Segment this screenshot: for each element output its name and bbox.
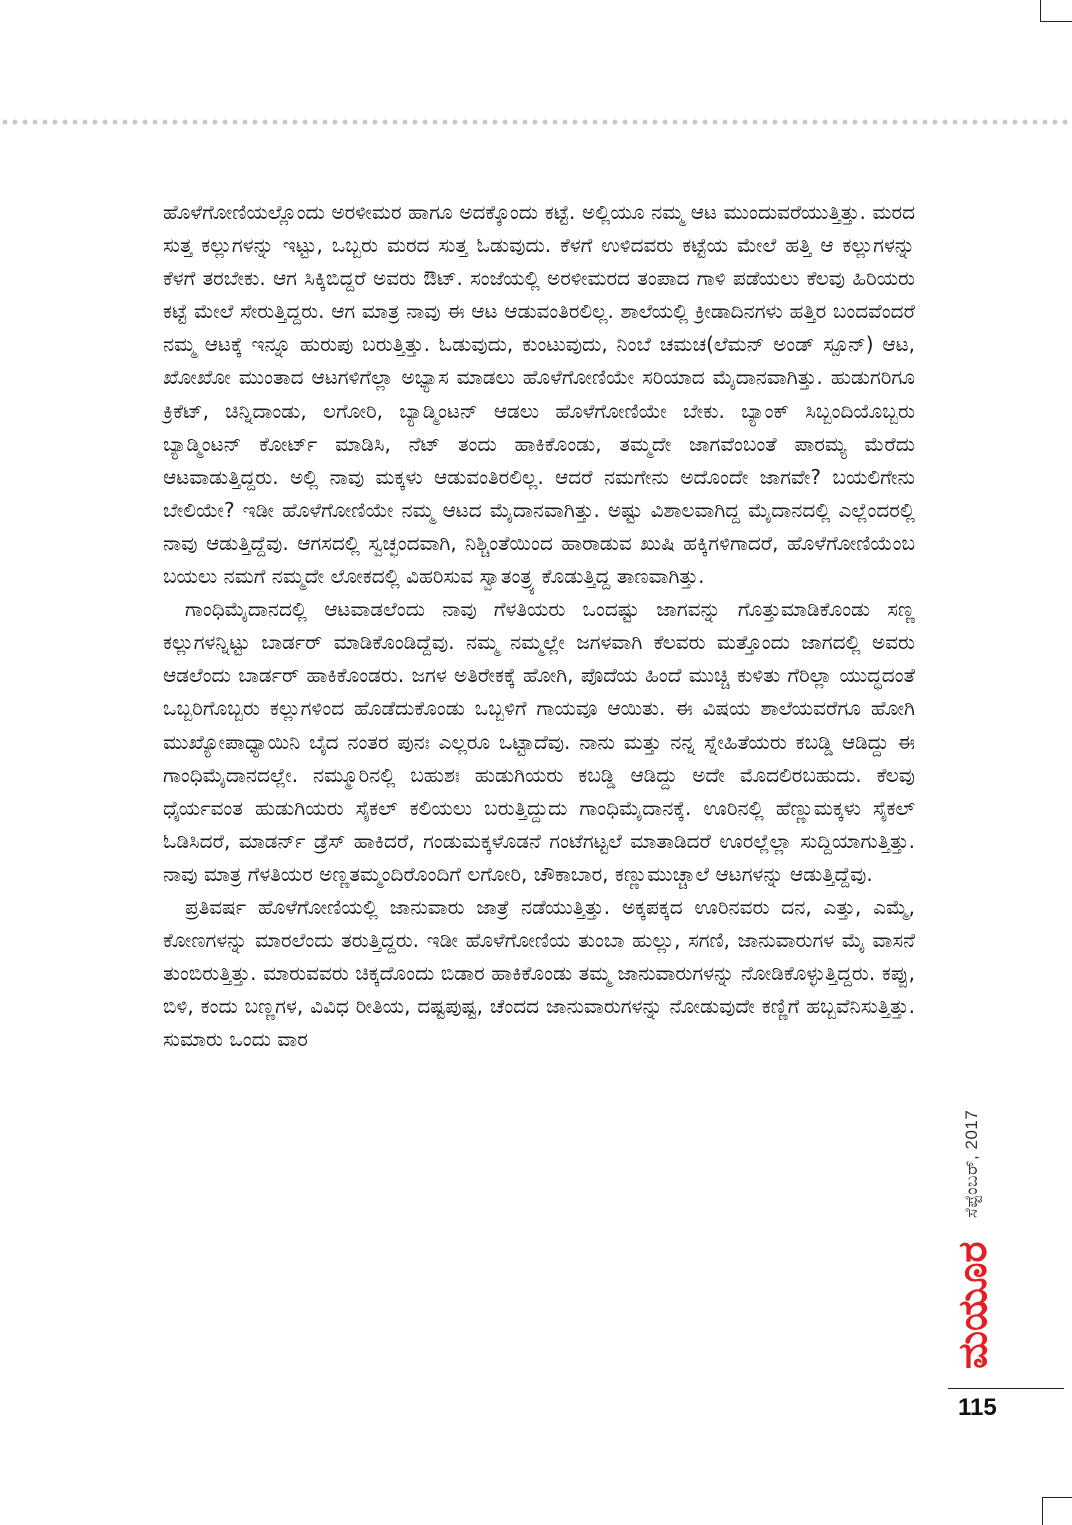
article-body xyxy=(163,196,915,1056)
page-number: 115 xyxy=(958,1394,997,1421)
crop-mark-top xyxy=(1040,0,1072,22)
folio-divider xyxy=(948,1388,1064,1389)
issue-date: ಸೆಪ್ಟೆಂಬರ್, 2017 xyxy=(962,1109,981,1218)
crop-mark-bottom xyxy=(1042,1497,1072,1525)
dotted-separator xyxy=(0,118,1072,126)
magazine-logo: ಮಯೂರ xyxy=(950,1241,996,1369)
paragraph-2: ಗಾಂಧಿಮೈದಾನದಲ್ಲಿ ಆಟವಾಡಲೆಂದು ನಾವು ಗೆಳತಿಯರು ಒಂದಷ್ಟು ಜಾಗವನ್ನು ಗೊತ್ತುಮಾಡಿಕೊಂಡು ಸಣ್ಣ ಕಲ್ಲುಗಳನ್ನಿಟ್ಟು ಬಾರ್ಡರ್ ಮಾಡಿಕೊಂಡಿದ್ದೆವು. ನಮ್ಮ ನಮ್ಮಲ್ಲೇ ಜಗಳವಾಗಿ ಕೆಲವರು ಮತ್ತೊಂದು ಜಾಗದಲ್ಲಿ ಅವರು ಆಡಲೆಂದು ಬಾರ್ಡರ್ ಹಾಕಿಕೊಂಡರು. ಜಗಳ ಅತಿರೇಕಕ್ಕೆ ಹೋಗಿ, ಪೊದೆಯ ಹಿಂದೆ ಮುಚ್ಚಿ ಕುಳಿತು ಗೆರಿಲ್ಲಾ ಯುದ್ಧದಂತೆ ಒಬ್ಬರಿಗೊಬ್ಬರು ಕಲ್ಲುಗಳಿಂದ ಹೊಡೆದುಕೊಂಡು ಒಬ್ಬಳಿಗೆ ಗಾಯವೂ ಆಯಿತು. ಈ ವಿಷಯ ಶಾಲೆಯವರೆಗೂ ಹೋಗಿ ಮುಖ್ಯೋಪಾಧ್ಯಾಯಿನಿ ಬೈದ ನಂತರ ಪುನಃ ಎಲ್ಲರೂ ಒಟ್ಟಾದೆವು. ನಾನು ಮತ್ತು ನನ್ನ ಸ್ನೇಹಿತೆಯರು ಕಬಡ್ಡಿ ಆಡಿದ್ದು ಈ ಗಾಂಧಿಮೈದಾನದಲ್ಲೇ. ನಮ್ಮೂರಿನಲ್ಲಿ ಬಹುಶಃ ಹುಡುಗಿಯರು ಕಬಡ್ಡಿ ಆಡಿದ್ದು ಅದೇ ಮೊದಲಿರಬಹುದು. ಕೆಲವು ಧೈರ್ಯವಂತ ಹುಡುಗಿಯರು ಸೈಕಲ್ ಕಲಿಯಲು ಬರುತ್ತಿದ್ದುದು ಗಾಂಧಿಮೈದಾನಕ್ಕೆ. ಊರಿನಲ್ಲಿ ಹೆಣ್ಣುಮಕ್ಕಳು ಸೈಕಲ್ ಓಡಿಸಿದರೆ, ಮಾಡರ್ನ್ ಡ್ರೆಸ್ ಹಾಕಿದರೆ, ಗಂಡುಮಕ್ಕಳೊಡನೆ ಗಂಟೆಗಟ್ಟಲೆ ಮಾತಾಡಿದರೆ ಊರಲ್ಲೆಲ್ಲಾ ಸುದ್ದಿಯಾಗುತ್ತಿತ್ತು. ನಾವು ಮಾತ್ರ ಗೆಳತಿಯರ ಅಣ್ಣತಮ್ಮಂದಿರೊಂದಿಗೆ ಲಗೋರಿ, ಚೌಕಾಬಾರ, ಕಣ್ಣುಮುಚ್ಚಾಲೆ ಆಟಗಳನ್ನು ಆಡುತ್ತಿದ್ದೆವು. xyxy=(163,597,915,886)
paragraph-1: ಹೊಳೆಗೋಣಿಯಲ್ಲೊಂದು ಅರಳೀಮರ ಹಾಗೂ ಅದಕ್ಕೊಂದು ಕಟ್ಟೆ. ಅಲ್ಲಿಯೂ ನಮ್ಮ ಆಟ ಮುಂದುವರೆಯುತ್ತಿತ್ತು. ಮರದ ಸುತ್ತ ಕಲ್ಲುಗಳನ್ನು ಇಟ್ಟು, ಒಬ್ಬರು ಮರದ ಸುತ್ತ ಓಡುವುದು. ಕೆಳಗೆ ಉಳಿದವರು ಕಟ್ಟೆಯ ಮೇಲೆ ಹತ್ತಿ ಆ ಕಲ್ಲುಗಳನ್ನು ಕೆಳಗೆ ತರಬೇಕು. ಆಗ ಸಿಕ್ಕಿಬಿದ್ದರೆ ಅವರು ಔಟ್. ಸಂಜೆಯಲ್ಲಿ ಅರಳೀಮರದ ತಂಪಾದ ಗಾಳಿ ಪಡೆಯಲು ಕೆಲವು ಹಿರಿಯರು ಕಟ್ಟೆ ಮೇಲೆ ಸೇರುತ್ತಿದ್ದರು. ಆಗ ಮಾತ್ರ ನಾವು ಈ ಆಟ ಆಡುವಂತಿರಲಿಲ್ಲ. ಶಾಲೆಯಲ್ಲಿ ಕ್ರೀಡಾದಿನಗಳು ಹತ್ತಿರ ಬಂದವೆಂದರೆ ನಮ್ಮ ಆಟಕ್ಕೆ ಇನ್ನೂ ಹುರುಪು ಬರುತ್ತಿತ್ತು. ಓಡುವುದು, ಕುಂಟುವುದು, ನಿಂಬೆ ಚಮಚ(ಲೆಮನ್ ಅಂಡ್ ಸ್ಪೂನ್) ಆಟ, ಖೋಖೋ ಮುಂತಾದ ಆಟಗಳಿಗೆಲ್ಲಾ ಅಭ್ಯಾಸ ಮಾಡಲು ಹೊಳೆಗೋಣಿಯೇ ಸರಿಯಾದ ಮೈದಾನವಾಗಿತ್ತು. ಹುಡುಗರಿಗೂ ಕ್ರಿಕೆಟ್, ಚಿನ್ನಿದಾಂಡು, ಲಗೋರಿ, ಬ್ಯಾಡ್ಮಿಂಟನ್ ಆಡಲು ಹೊಳೆಗೋಣಿಯೇ ಬೇಕು. ಬ್ಯಾಂಕ್ ಸಿಬ್ಬಂದಿಯೊಬ್ಬರು ಬ್ಯಾಡ್ಮಿಂಟನ್ ಕೋರ್ಟ್ ಮಾಡಿಸಿ, ನೆಟ್ ತಂದು ಹಾಕಿಕೊಂಡು, ತಮ್ಮದೇ ಜಾಗವೆಂಬಂತೆ ಪಾರಮ್ಯ ಮೆರೆದು ಆಟವಾಡುತ್ತಿದ್ದರು. ಅಲ್ಲಿ ನಾವು ಮಕ್ಕಳು ಆಡುವಂತಿರಲಿಲ್ಲ. ಆದರೆ ನಮಗೇನು ಅದೊಂದೇ ಜಾಗವೇ? ಬಯಲಿಗೇನು ಬೇಲಿಯೇ? ಇಡೀ ಹೊಳೆಗೋಣಿಯೇ ನಮ್ಮ ಆಟದ ಮೈದಾನವಾಗಿತ್ತು. ಅಷ್ಟು ವಿಶಾಲವಾಗಿದ್ದ ಮೈದಾನದಲ್ಲಿ ಎಲ್ಲೆಂದರಲ್ಲಿ ನಾವು ಆಡುತ್ತಿದ್ದೆವು. ಆಗಸದಲ್ಲಿ ಸ್ವಚ್ಛಂದವಾಗಿ, ನಿಶ್ಚಿಂತೆಯಿಂದ ಹಾರಾಡುವ ಖುಷಿ ಹಕ್ಕಿಗಳಿಗಾದರೆ, ಹೊಳೆಗೋಣಿಯೆಂಬ ಬಯಲು ನಮಗೆ ನಮ್ಮದೇ ಲೋಕದಲ್ಲಿ ವಿಹರಿಸುವ ಸ್ವಾತಂತ್ರ್ಯ ಕೊಡುತ್ತಿದ್ದ ತಾಣವಾಗಿತ್ತು. xyxy=(163,200,915,589)
paragraph-3: ಪ್ರತಿವರ್ಷ ಹೊಳೆಗೋಣಿಯಲ್ಲಿ ಜಾನುವಾರು ಜಾತ್ರೆ ನಡೆಯುತ್ತಿತ್ತು. ಅಕ್ಕಪಕ್ಕದ ಊರಿನವರು ದನ, ಎತ್ತು, ಎಮ್ಮೆ, ಕೋಣಗಳನ್ನು ಮಾರಲೆಂದು ತರುತ್ತಿದ್ದರು. ಇಡೀ ಹೊಳೆಗೋಣಿಯ ತುಂಬಾ ಹುಲ್ಲು, ಸಗಣಿ, ಜಾನುವಾರುಗಳ ಮೈ ವಾಸನೆ ತುಂಬಿರುತ್ತಿತ್ತು. ಮಾರುವವರು ಚಿಕ್ಕದೊಂದು ಬಿಡಾರ ಹಾಕಿಕೊಂಡು ತಮ್ಮ ಜಾನುವಾರುಗಳನ್ನು ನೋಡಿಕೊಳ್ಳುತ್ತಿದ್ದರು. ಕಪ್ಪು, ಬಿಳಿ, ಕಂದು ಬಣ್ಣಗಳ, ವಿವಿಧ ರೀತಿಯ, ದಷ್ಟಪುಷ್ಟ, ಚೆಂದದ ಜಾನುವಾರುಗಳನ್ನು ನೋಡುವುದೇ ಕಣ್ಣಿಗೆ ಹಬ್ಬವೆನಿಸುತ್ತಿತ್ತು. ಸುಮಾರು ಒಂದು ವಾರ xyxy=(163,894,915,1052)
